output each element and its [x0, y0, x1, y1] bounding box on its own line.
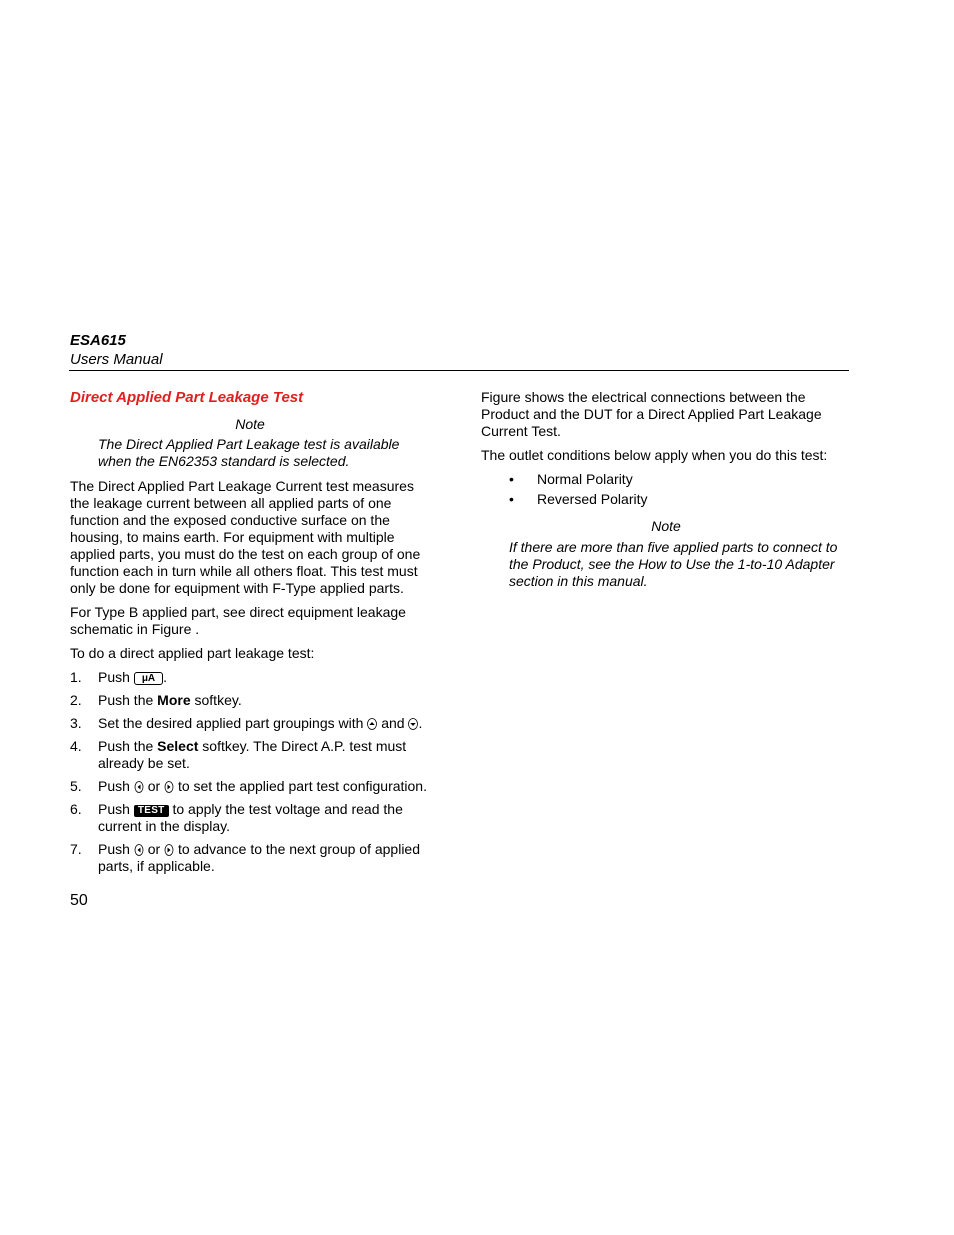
step-item — [70, 841, 430, 875]
step-text: Push — [98, 669, 130, 685]
step-item — [70, 778, 430, 795]
test-key-icon: TEST — [134, 805, 169, 817]
step-number: 2. — [70, 692, 82, 708]
step-text: to advance to the next group of applied parts, if applicable. — [98, 841, 421, 874]
document-title: ESA615 — [70, 332, 126, 349]
step-text: or — [147, 778, 161, 794]
right-arrow-key-icon — [164, 781, 174, 793]
step-text: Push — [98, 778, 130, 794]
step-text: Push the — [98, 692, 154, 708]
step-text: to apply the test voltage and read the current in the display. — [98, 801, 403, 834]
note-label: Note — [235, 416, 265, 432]
step-text: to set the applied part test configuration. — [177, 778, 427, 794]
step-number: 3. — [70, 715, 82, 731]
list-item-label: Reversed Polarity — [537, 491, 648, 507]
type-b-paragraph: For Type B applied part, see direct equipment leakage schematic in Figure . — [70, 604, 406, 637]
step-number: 7. — [70, 841, 82, 857]
step-number: 4. — [70, 738, 82, 754]
procedure-steps — [70, 669, 430, 875]
step-item — [70, 692, 430, 709]
softkey-name: More — [157, 692, 191, 708]
down-arrow-key-icon — [408, 718, 418, 730]
step-text: . — [418, 715, 423, 731]
left-arrow-key-icon — [134, 781, 144, 793]
section-title: Direct Applied Part Leakage Test — [70, 389, 304, 406]
step-item — [70, 669, 430, 686]
note-label: Note — [651, 518, 681, 534]
microamp-key-icon: μA — [134, 672, 163, 685]
step-text: . — [163, 669, 168, 685]
step-number: 1. — [70, 669, 82, 685]
note-text: The Direct Applied Part Leakage test is available when the EN62353 standard is selected. — [98, 436, 400, 469]
step-text: or — [147, 841, 161, 857]
list-item — [481, 491, 851, 508]
right-arrow-key-icon — [164, 844, 174, 856]
step-item — [70, 738, 430, 772]
up-arrow-key-icon — [367, 718, 377, 730]
step-item — [70, 715, 430, 732]
outlet-conditions-list — [481, 471, 851, 508]
step-item — [70, 801, 430, 835]
bullet-icon: • — [509, 471, 514, 487]
intro-paragraph: The Direct Applied Part Leakage Current test measures the leakage current between all applied parts of one function and the exposed conductive surface on the housing, to mains earth. For equipment with multiple applied parts, you must do the test on each group of one function each in turn while all others float. This test must only be done for equipment with F-Type applied parts. — [70, 478, 421, 596]
figure-reference-paragraph: Figure shows the electrical connections between the Product and the DUT for a Direct Applied Part Leakage Current Test. — [481, 389, 822, 439]
right-column — [481, 389, 851, 598]
step-number: 6. — [70, 801, 82, 817]
document-subtitle: Users Manual — [70, 351, 163, 368]
step-text: Set the desired applied part groupings with — [98, 715, 364, 731]
step-text: Push the — [98, 738, 154, 754]
left-column — [70, 389, 430, 881]
step-text: softkey. — [194, 692, 242, 708]
procedure-lead: To do a direct applied part leakage test: — [70, 645, 315, 661]
left-arrow-key-icon — [134, 844, 144, 856]
step-number: 5. — [70, 778, 82, 794]
outlet-conditions-lead: The outlet conditions below apply when you do this test: — [481, 447, 828, 463]
note-text: If there are more than five applied parts to connect to the Product, see the How to Use the 1-to-10 Adapter section in this manual. — [509, 539, 838, 589]
step-text: Push — [98, 841, 130, 857]
step-text: and — [381, 715, 405, 731]
header-divider — [69, 370, 849, 371]
list-item — [481, 471, 851, 488]
page-number: 50 — [70, 892, 88, 909]
list-item-label: Normal Polarity — [537, 471, 633, 487]
step-text: Push — [98, 801, 130, 817]
softkey-name: Select — [157, 738, 199, 754]
step-text: softkey. The Direct A.P. test must already be set. — [98, 738, 407, 771]
bullet-icon: • — [509, 491, 514, 507]
